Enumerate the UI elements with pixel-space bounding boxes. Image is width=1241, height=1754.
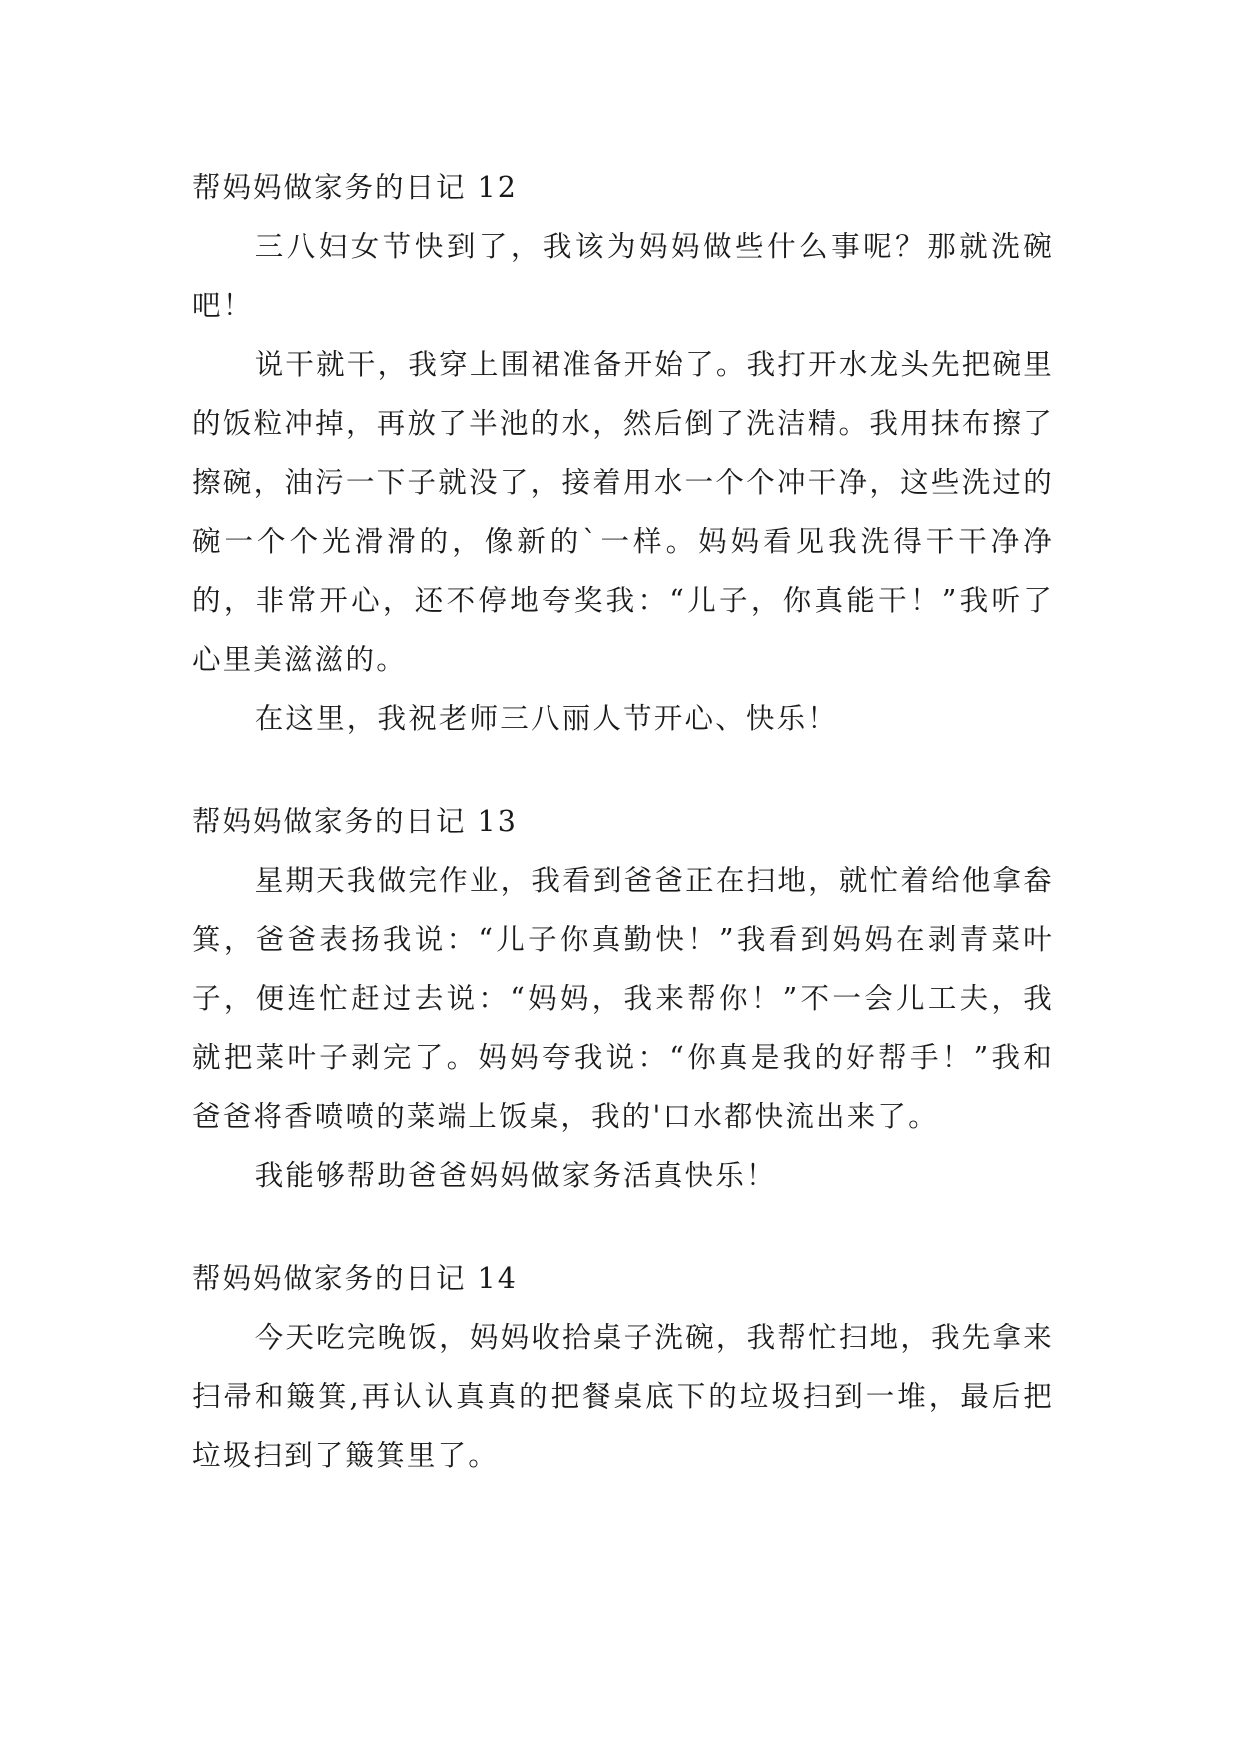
diary-entry-14 — [192, 1249, 1054, 1485]
paragraph: 今天吃完晚饭，妈妈收拾桌子洗碗，我帮忙扫地，我先拿来扫帚和簸箕,再认认真真的把餐桌底下的垃圾扫到一堆，最后把垃圾扫到了簸箕里了。 — [192, 1321, 1054, 1472]
diary-entry-12 — [192, 158, 1054, 748]
entry-title: 帮妈妈做家务的日记 13 — [192, 805, 518, 838]
paragraph: 在这里，我祝老师三八丽人节开心、快乐！ — [254, 702, 838, 735]
document-page — [192, 158, 1054, 1485]
entry-title: 帮妈妈做家务的日记 14 — [192, 1262, 518, 1295]
paragraph: 我能够帮助爸爸妈妈做家务活真快乐！ — [254, 1159, 777, 1192]
paragraph: 三八妇女节快到了，我该为妈妈做些什么事呢？那就洗碗吧！ — [192, 230, 1054, 322]
entry-title: 帮妈妈做家务的日记 12 — [192, 171, 518, 204]
paragraph: 说干就干，我穿上围裙准备开始了。我打开水龙头先把碗里的饭粒冲掉，再放了半池的水，然后倒了洗洁精。我用抹布擦了擦碗，油污一下子就没了，接着用水一个个冲干净，这些洗过的碗一个个光滑滑的，像新的`一样。妈妈看见我洗得干干净净的，非常开心，还不停地夸奖我：“儿子，你真能干！”我听了心里美滋滋的。 — [192, 348, 1054, 676]
diary-entry-13 — [192, 792, 1054, 1205]
paragraph: 星期天我做完作业，我看到爸爸正在扫地，就忙着给他拿畚箕，爸爸表扬我说：“儿子你真勤快！”我看到妈妈在剥青菜叶子，便连忙赶过去说：“妈妈，我来帮你！”不一会儿工夫，我就把菜叶子剥完了。妈妈夸我说：“你真是我的好帮手！”我和爸爸将香喷喷的菜端上饭桌，我的'口水都快流出来了。 — [192, 864, 1054, 1133]
